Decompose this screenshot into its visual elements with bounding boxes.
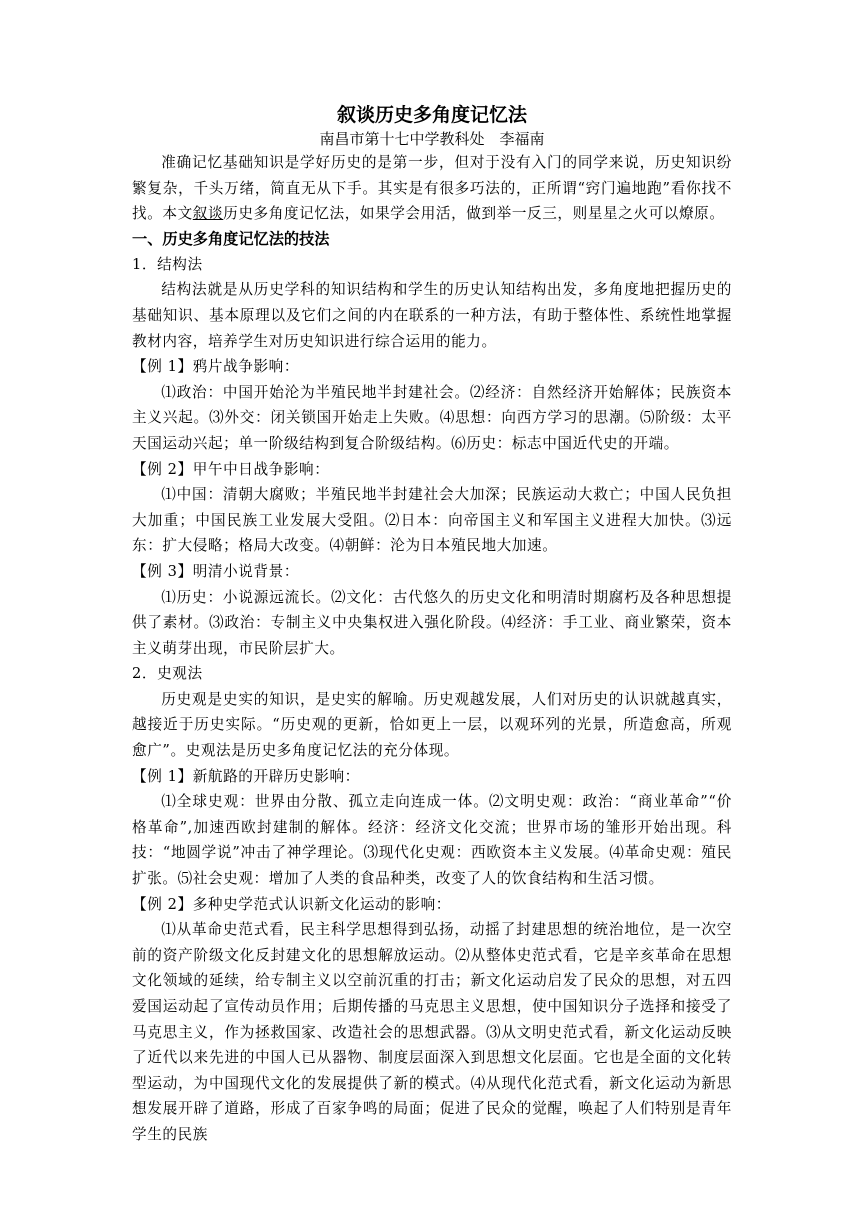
- document-title: 叙谈历史多角度记忆法: [336, 104, 527, 126]
- example-text: ⑴历史：小说源远流长。⑵文化：古代悠久的历史文化和明清时期腐朽及各种思想提供了素材。⑶政治：专制主义中央集权进入强化阶段。⑷经济：手工业、商业繁荣，资本主义萌芽出现，市民阶层扩大。: [132, 588, 732, 657]
- intro-paragraph: [132, 150, 732, 227]
- document-page: [132, 98, 732, 1148]
- example-label: 【例 1】新航路的开辟历史影响：: [132, 767, 360, 785]
- subheading-structure-method: 1．结构法: [132, 255, 203, 273]
- intro-underlined-word: 叙谈: [192, 205, 224, 223]
- structure-method-paragraph: 结构法就是从历史学科的知识结构和学生的历史认知结构出发，多角度地把握历史的基础知识、基本原理以及它们之间的内在联系的一种方法，有助于整体性、系统性地掌握教材内容，培养学生对历史知识进行综合运用的能力。: [132, 281, 732, 350]
- example-label: 【例 1】鸦片战争影响：: [132, 358, 300, 376]
- example-label: 【例 2】多种史学范式认识新文化运动的影响：: [132, 895, 452, 913]
- example-text: ⑴政治：中国开始沦为半殖民地半封建社会。⑵经济：自然经济开始解体；民族资本主义兴起。⑶外交：闭关锁国开始走上失败。⑷思想：向西方学习的思潮。⑸阶级：太平天国运动兴起；单一阶级结构到复合阶级结构。⑹历史：标志中国近代史的开端。: [132, 383, 732, 452]
- example-label: 【例 2】甲午中日战争影响：: [132, 460, 330, 478]
- example-text: ⑴中国：清朝大腐败；半殖民地半封建社会大加深；民族运动大救亡；中国人民负担大加重；中国民族工业发展大受阻。⑵日本：向帝国主义和军国主义进程大加快。⑶远东：扩大侵略；格局大改变。⑷朝鲜：沦为日本殖民地大加速。: [132, 486, 732, 555]
- example-label: 【例 3】明清小说背景：: [132, 562, 300, 580]
- example-text: ⑴全球史观：世界由分散、孤立走向连成一体。⑵文明史观：政治：“商业革命”“价格革命”,加速西欧封建制的解体。经济：经济文化交流；世界市场的雏形开始出现。科技：“地圆学说”冲击了神学理论。⑶现代化史观：西欧资本主义发展。⑷革命史观：殖民扩张。⑸社会史观：增加了人类的食品种类，改变了人的饮食结构和生活习惯。: [132, 793, 732, 888]
- subheading-historical-view-method: 2．史观法: [132, 665, 203, 683]
- historical-view-paragraph: 历史观是史实的知识，是史实的解喻。历史观越发展，人们对历史的认识就越真实，越接近于历史实际。“历史观的更新，恰如更上一层，以观环列的光景，所造愈高，所观愈广”。史观法是历史多角度记忆法的充分体现。: [132, 690, 732, 760]
- author-line: 南昌市第十七中学教科处 李福南: [319, 130, 545, 148]
- section-heading-1: 一、历史多角度记忆法的技法: [132, 229, 330, 248]
- intro-text-a: 准确记忆基础知识是学好历史的是第一步，但对于没有入门的同学来说，历史知识纷繁复杂，千头万绪，简直无从下手。其实是有很多巧法的，正所谓“窍门遍地跑”看你找不找。本文: [132, 154, 732, 223]
- example-text: ⑴从革命史范式看，民主科学思想得到弘扬，动摇了封建思想的统治地位，是一次空前的资产阶级文化反封建文化的思想解放运动。⑵从整体史范式看，它是辛亥革命在思想文化领域的延续，给专制主义以空前沉重的打击；新文化运动启发了民众的思想，对五四爱国运动起了宣传动员作用；后期传播的马克思主义思想，使中国知识分子选择和接受了马克思主义，作为拯救国家、改造社会的思想武器。⑶从文明史范式看，新文化运动反映了近代以来先进的中国人已从器物、制度层面深入到思想文化层面。它也是全面的文化转型运动，为中国现代文化的发展提供了新的模式。⑷从现代化范式看，新文化运动为新思想发展开辟了道路，形成了百家争鸣的局面；促进了民众的觉醒，唤起了人们特别是青年学生的民族: [132, 921, 732, 1143]
- intro-text-b: 历史多角度记忆法，如果学会用活，做到举一反三，则星星之火可以燎原。: [223, 205, 725, 223]
